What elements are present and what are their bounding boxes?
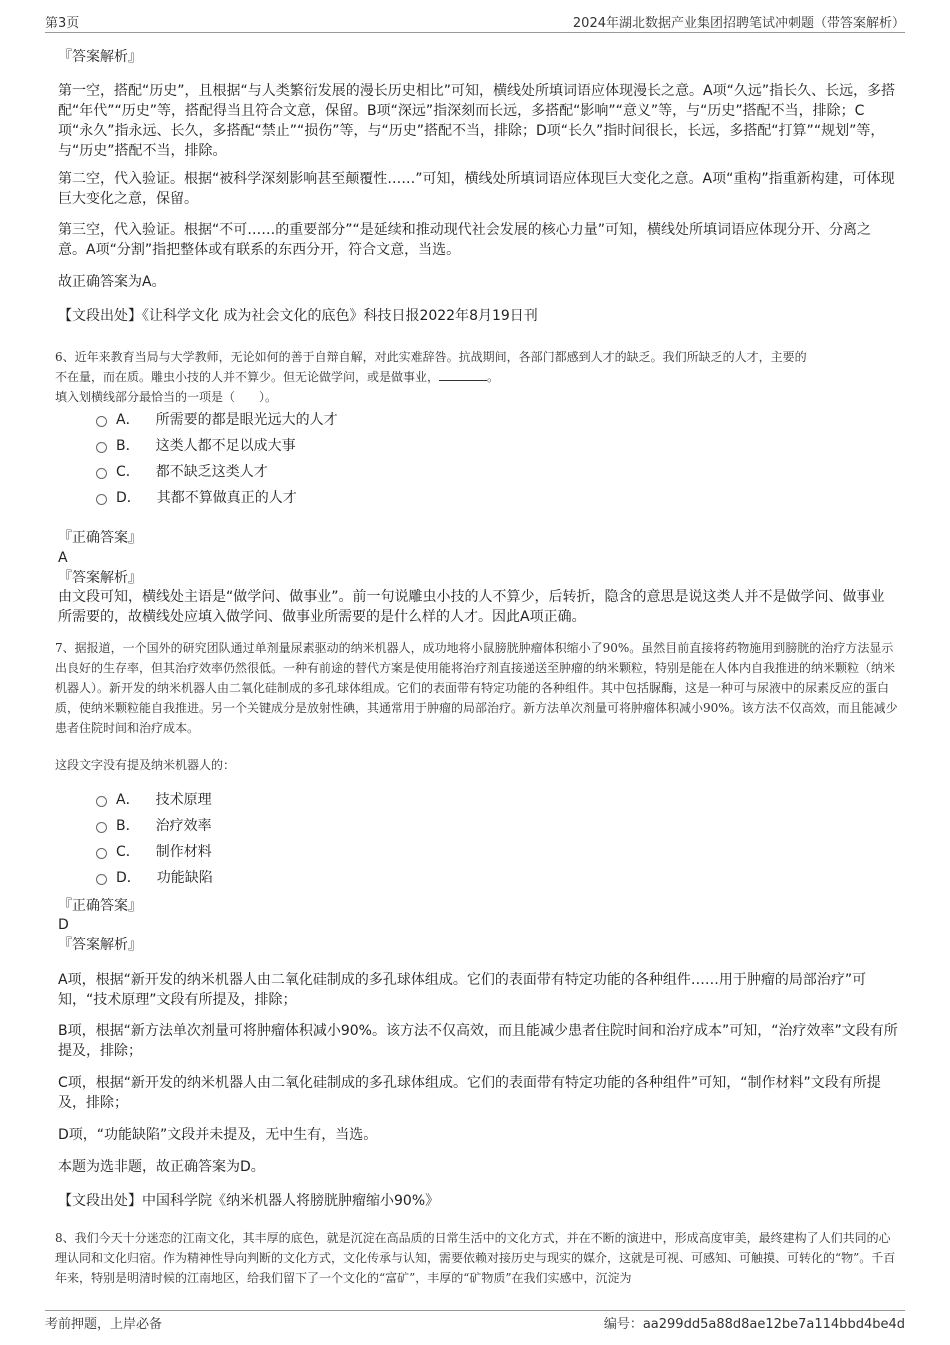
q5-analysis-paragraph-2: 第二空，代入验证。根据“被科学深刻影响甚至颠覆性……”可知，横线处所填词语应体现巨大变化之意。A项“重构”指重新构建，可体现巨大变化之意，保留。 [58,171,895,207]
q7-analysis-c: C项，根据“新开发的纳米机器人由二氧化硅制成的多孔球体组成。它们的表面带有特定功能的各种组件”可知，“制作材料”文段有所提及，排除； [58,1075,881,1111]
option-text: 功能缺陷 [156,870,213,886]
q7-answer-label: 『正确答案』 [58,898,142,914]
document-id: 编号：aa299dd5a88d8ae12be7a114bbd4be4d [603,1317,905,1332]
q6-analysis-label: 『答案解析』 [58,570,142,586]
option-text: 其都不算做真正的人才 [156,490,297,506]
q7-analysis-d: D项，“功能缺陷”文段并未提及，无中生有，当选。 [58,1127,378,1143]
q8-stem: 8、我们今天十分迷恋的江南文化，其丰厚的底色，就是沉淀在高品质的日常生活中的文化方式，并在不断的演进中，形成高度审美，最终建构了人们共同的心理认同和文化归宿。作为精神性导向判断的文化方式，文化传承与认知，需要依赖对接历史与现实的媒介，这就是可视、可感知、可触摸、可转化的“物”。千百年来，特别是明清时候的江南地区，给我们留下了一个文化的“富矿”，丰厚的“矿物质”在我们实感中，沉淀为 [55,1231,896,1285]
q7-option-b[interactable] [96,816,212,836]
option-letter: C． [116,844,140,860]
page-number: 第3页 [45,16,80,31]
q6-stem-line-1: 6、近年来教育当局与大学教师，无论如何的善于自辩自解，对此实难辞咎。抗战期间，各部门都感到人才的缺乏。我们所缺乏的人才，主要的 [55,350,807,364]
q7-conclusion: 本题为选非题，故正确答案为D。 [58,1159,265,1175]
option-letter: D． [116,870,141,886]
q7-analysis-label: 『答案解析』 [58,937,142,953]
q6-answer: A [58,550,68,566]
option-text: 所需要的都是眼光远大的人才 [155,412,338,428]
radio-icon[interactable] [96,848,107,859]
q6-option-c[interactable] [96,462,268,482]
header-divider [45,32,905,33]
radio-icon[interactable] [96,442,107,453]
option-text: 治疗效率 [155,818,212,834]
q7-analysis-b: B项，根据“新方法单次剂量可将肿瘤体积减小90%。该方法不仅高效，而且能减少患者住院时间和治疗成本”可知，“治疗效率”文段有所提及，排除； [58,1023,898,1059]
q7-analysis-a: A项，根据“新开发的纳米机器人由二氧化硅制成的多孔球体组成。它们的表面带有特定功能的各种组件……用于肿瘤的局部治疗”可知，“技术原理”文段有所提及，排除； [58,972,867,1008]
option-text: 都不缺乏这类人才 [155,464,268,480]
q7-answer: D [58,917,69,933]
q6-stem-text: 不在量，而在质。雕虫小技的人并不算少。但无论做学问，或是做事业， [55,370,440,384]
q6-analysis: 由文段可知，横线处主语是“做学问、做事业”。前一句说雕虫小技的人不算少，后转折，隐含的意思是说这类人并不是做学问、做事业所需要的，故横线处应填入做学问、做事业所需要的是什么样的人才。因此A项正确。 [58,589,885,625]
q7-option-d[interactable] [96,868,213,888]
q7-question: 这段文字没有提及纳米机器人的： [55,758,236,772]
q6-prompt: 填入划横线部分最恰当的一项是（ ）。 [55,390,278,404]
option-text: 这类人都不足以成大事 [155,438,296,454]
q5-source: 【文段出处】《让科学文化 成为社会文化的底色》科技日报2022年8月19日刊 [58,308,538,324]
footer-divider [45,1310,905,1311]
q6-stem-line-2 [55,367,900,387]
q6-option-b[interactable] [96,436,296,456]
q5-conclusion: 故正确答案为A。 [58,274,166,290]
radio-icon[interactable] [96,796,107,807]
answer-blank [439,368,487,381]
q6-option-a[interactable] [96,410,338,430]
q5-analysis-label: 『答案解析』 [58,49,142,65]
q5-analysis-paragraph-1: 第一空，搭配“历史”，且根据“与人类繁衍发展的漫长历史相比”可知，横线处所填词语应体现漫长之意。A项“久远”指长久、长远，多搭配“年代”“历史”等，搭配得当且符合文意，保留。B项“深远”指深刻而长远，多搭配“影响”“意义”等，与“历史”搭配不当，排除；C项“永久”指永远、长久，多搭配“禁止”“损伤”等，与“历史”搭配不当，排除；D项“长久”指时间很长，长远，多搭配“打算”“规划”等，与“历史”搭配不当，排除。 [58,83,896,159]
q7-option-a[interactable] [96,790,212,810]
option-letter: C． [116,464,140,480]
option-text: 制作材料 [155,844,212,860]
q5-analysis-paragraph-3: 第三空，代入验证。根据“不可……的重要部分”“是延续和推动现代社会发展的核心力量”可知，横线处所填词语应体现分开、分离之意。A项“分割”指把整体或有联系的东西分开，符合文意，当选。 [58,222,872,258]
q7-source: 【文段出处】中国科学院《纳米机器人将膀胱肿瘤缩小90%》 [58,1193,440,1209]
document-title: 2024年湖北数据产业集团招聘笔试冲刺题（带答案解析） [572,16,905,31]
q6-answer-label: 『正确答案』 [58,530,142,546]
q6-option-d[interactable] [96,488,297,508]
radio-icon[interactable] [96,468,107,479]
radio-icon[interactable] [96,494,107,505]
radio-icon[interactable] [96,874,107,885]
radio-icon[interactable] [96,822,107,833]
option-letter: A． [116,792,140,808]
q7-stem: 7、据报道，一个国外的研究团队通过单剂量尿素驱动的纳米机器人，成功地将小鼠膀胱肿瘤体积缩小了90%。虽然目前直接将药物施用到膀胱的治疗方法显示出良好的生存率，但其治疗效率仍然很低。一种有前途的替代方案是使用能将治疗剂直接递送至肿瘤的纳米颗粒，特别是能在人体内自我推进的纳米颗粒（纳米机器人）。新开发的纳米机器人由二氧化硅制成的多孔球体组成。它们的表面带有特定功能的各种组件。其中包括脲酶，这是一种可与尿液中的尿素反应的蛋白质，使纳米颗粒能自我推进。另一个关键成分是放射性碘，其通常用于肿瘤的局部治疗。新方法单次剂量可将肿瘤体积减小90%。该方法不仅高效，而且能减少患者住院时间和治疗成本。 [55,641,898,735]
radio-icon[interactable] [96,416,107,427]
option-letter: B． [116,818,140,834]
footer-slogan: 考前押题，上岸必备 [45,1317,163,1332]
option-letter: D． [116,490,141,506]
option-letter: B． [116,438,140,454]
option-letter: A． [116,412,140,428]
q7-option-c[interactable] [96,842,212,862]
q6-stem-end: 。 [487,370,500,384]
option-text: 技术原理 [155,792,212,808]
